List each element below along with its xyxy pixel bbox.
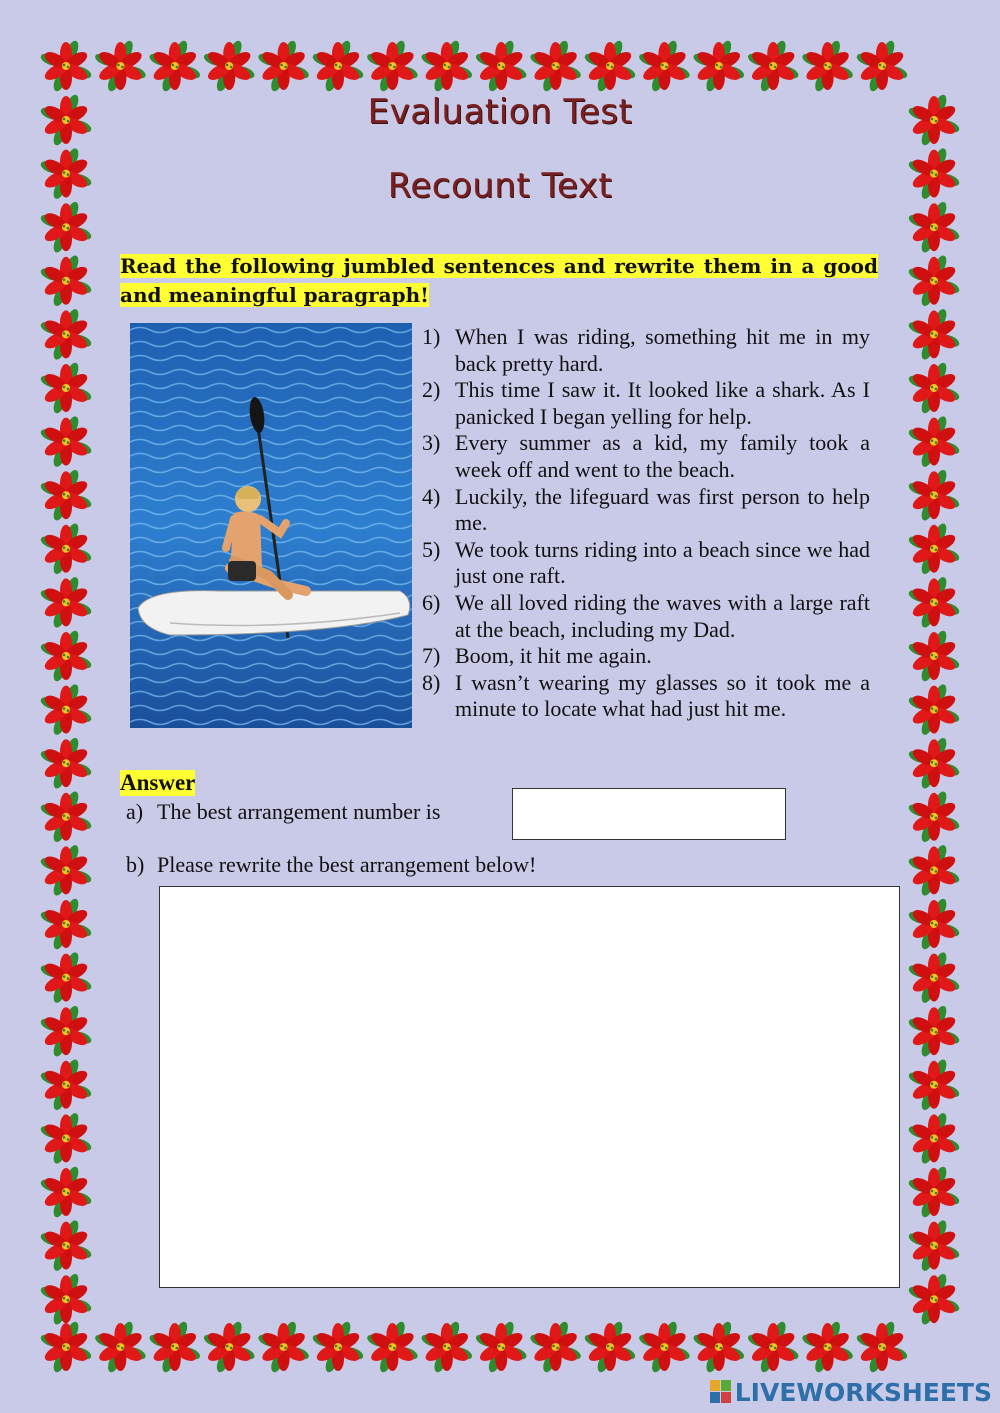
instruction-text <box>120 252 878 310</box>
poinsettia-icon <box>907 843 961 897</box>
poinsettia-icon <box>39 415 93 469</box>
sentence-text: We all loved riding the waves with a large raft at the beach, including my Dad. <box>455 589 870 642</box>
poinsettia-icon <box>311 39 365 93</box>
poinsettia-icon <box>39 1058 93 1112</box>
question-a <box>126 799 440 825</box>
page-title: Evaluation Test <box>367 92 633 132</box>
question-b <box>126 852 536 878</box>
poinsettia-icon <box>907 361 961 415</box>
poinsettia-icon <box>365 39 419 93</box>
poinsettia-icon <box>583 1320 637 1374</box>
answer-label: Answer <box>120 770 196 795</box>
poinsettia-icon <box>39 307 93 361</box>
sentence-item <box>422 324 870 377</box>
sentence-item <box>422 430 870 483</box>
sentence-number: 7) <box>422 643 441 669</box>
sentence-item <box>422 670 870 723</box>
poinsettia-icon <box>907 1165 961 1219</box>
poinsettia-icon <box>692 1320 746 1374</box>
sentence-number: 4) <box>422 483 441 509</box>
sentence-item <box>422 377 870 430</box>
poinsettia-icon <box>907 415 961 469</box>
poinsettia-icon <box>907 200 961 254</box>
poinsettia-icon <box>474 39 528 93</box>
poinsettia-icon <box>474 1320 528 1374</box>
sentence-item <box>422 590 870 643</box>
poinsettia-icon <box>39 1111 93 1165</box>
liveworksheets-watermark <box>710 1377 992 1407</box>
poinsettia-icon <box>202 39 256 93</box>
poinsettia-icon <box>39 1219 93 1273</box>
sentence-item <box>422 484 870 537</box>
poinsettia-icon <box>93 39 147 93</box>
question-a-letter: a) <box>126 799 144 824</box>
poinsettia-icon <box>93 1320 147 1374</box>
poinsettia-icon <box>746 39 800 93</box>
poinsettia-icon <box>529 39 583 93</box>
sentence-text: Every summer as a kid, my family took a week off and went to the beach. <box>455 430 870 482</box>
poinsettia-icon <box>39 575 93 629</box>
sentence-text: Luckily, the lifeguard was first person to help me. <box>455 483 870 536</box>
question-b-text: Please rewrite the best arrangement below! <box>157 852 537 877</box>
poinsettia-icon <box>855 39 909 93</box>
sentence-number: 3) <box>422 430 441 456</box>
poinsettia-icon <box>257 1320 311 1374</box>
liveworksheets-logo-icon <box>710 1380 732 1404</box>
poinsettia-icon <box>801 39 855 93</box>
poinsettia-icon <box>801 1320 855 1374</box>
poinsettia-icon <box>583 39 637 93</box>
poinsettia-icon <box>907 522 961 576</box>
poinsettia-icon <box>907 736 961 790</box>
kayak-photo <box>130 323 412 728</box>
poinsettia-icon <box>907 897 961 951</box>
sentence-number: 8) <box>422 669 441 695</box>
instruction-highlight: Read the following jumbled sentences and rewrite them in a good and meaningful paragraph! <box>120 254 878 307</box>
poinsettia-icon <box>855 1320 909 1374</box>
poinsettia-icon <box>39 1004 93 1058</box>
poinsettia-icon <box>39 790 93 844</box>
poinsettia-icon <box>39 522 93 576</box>
poinsettia-icon <box>148 39 202 93</box>
poinsettia-icon <box>311 1320 365 1374</box>
poinsettia-icon <box>907 1272 961 1326</box>
question-a-text: The best arrangement number is <box>157 799 441 824</box>
poinsettia-icon <box>907 629 961 683</box>
poinsettia-icon <box>420 39 474 93</box>
poinsettia-icon <box>39 736 93 790</box>
poinsettia-icon <box>907 468 961 522</box>
sentence-number: 6) <box>422 589 441 615</box>
poinsettia-icon <box>637 1320 691 1374</box>
sentence-number: 1) <box>422 324 441 349</box>
poinsettia-icon <box>39 1165 93 1219</box>
poinsettia-icon <box>907 307 961 361</box>
poinsettia-icon <box>39 683 93 737</box>
poinsettia-icon <box>907 254 961 308</box>
poinsettia-icon <box>39 897 93 951</box>
sentence-text: Boom, it hit me again. <box>455 643 652 669</box>
sentence-number: 5) <box>422 536 441 562</box>
poinsettia-icon <box>202 1320 256 1374</box>
poinsettia-icon <box>907 1219 961 1273</box>
poinsettia-icon <box>39 200 93 254</box>
poinsettia-icon <box>257 39 311 93</box>
poinsettia-icon <box>907 1058 961 1112</box>
question-b-letter: b) <box>126 852 145 877</box>
poinsettia-icon <box>39 1272 93 1326</box>
poinsettia-icon <box>692 39 746 93</box>
poinsettia-icon <box>907 1004 961 1058</box>
poinsettia-icon <box>907 790 961 844</box>
poinsettia-icon <box>39 254 93 308</box>
poinsettia-icon <box>907 575 961 629</box>
poinsettia-icon <box>907 683 961 737</box>
sentence-text: I wasn’t wearing my glasses so it took me a minute to locate what had just hit me. <box>455 669 870 722</box>
sentence-text: When I was riding, something hit me in my back pretty hard. <box>455 324 870 376</box>
poinsettia-icon <box>637 39 691 93</box>
poinsettia-icon <box>907 951 961 1005</box>
poinsettia-icon <box>746 1320 800 1374</box>
poinsettia-icon <box>39 629 93 683</box>
sentence-item <box>422 643 870 670</box>
arrangement-number-input[interactable] <box>512 788 786 840</box>
poinsettia-icon <box>39 468 93 522</box>
sentence-text: This time I saw it. It looked like a shark. As I panicked I began yelling for help. <box>455 377 870 429</box>
poinsettia-icon <box>39 361 93 415</box>
poinsettia-icon <box>365 1320 419 1374</box>
poinsettia-icon <box>39 951 93 1005</box>
page-subtitle: Recount Text <box>387 166 613 206</box>
poinsettia-icon <box>148 1320 202 1374</box>
sentence-number: 2) <box>422 377 441 403</box>
sentence-item <box>422 537 870 590</box>
poinsettia-icon <box>39 39 93 93</box>
sentence-text: We took turns riding into a beach since we had just one raft. <box>455 536 870 589</box>
poinsettia-icon <box>39 1320 93 1374</box>
poinsettia-icon <box>420 1320 474 1374</box>
poinsettia-icon <box>907 1111 961 1165</box>
poinsettia-icon <box>529 1320 583 1374</box>
paragraph-answer-input[interactable] <box>159 886 900 1288</box>
jumbled-sentence-list <box>422 324 870 723</box>
watermark-text: LIVEWORKSHEETS <box>734 1377 992 1407</box>
poinsettia-icon <box>39 843 93 897</box>
